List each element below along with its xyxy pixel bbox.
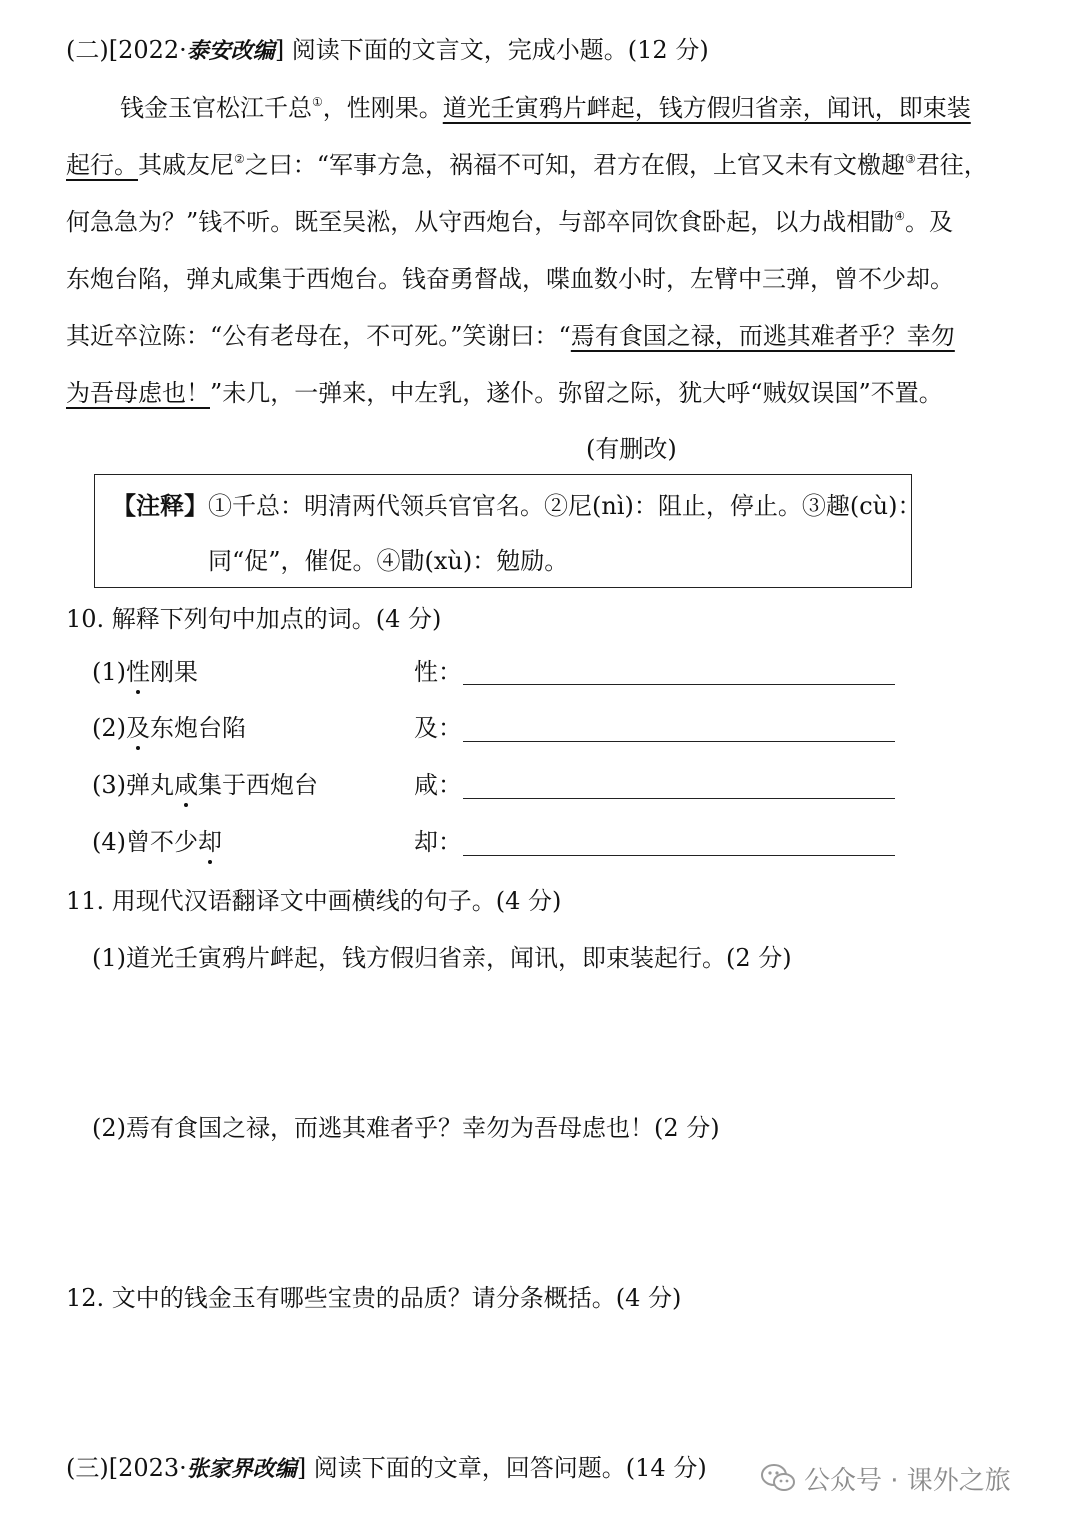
passage-line-3 <box>66 206 953 238</box>
q11-sentence-2: (2)焉有食国之禄，而逃其难者乎？幸勿为吾母虑也！(2 分) <box>92 1114 720 1142</box>
q10-title: 10. 解释下列句中加点的词。(4 分) <box>66 605 442 633</box>
passage-text: 东炮台陷，弹丸咸集于西炮台。钱奋勇督战，喋血数小时，左臂中三弹，曾不少却。 <box>66 265 954 293</box>
item-text: 东炮台陷 <box>150 714 246 742</box>
passage-text: 君往， <box>915 151 988 179</box>
section3-source: 张家界改编 <box>186 1456 297 1482</box>
answer-blank-2[interactable] <box>463 741 895 742</box>
item-text: 刚果 <box>150 658 198 686</box>
passage-text: ”未几，一弹来，中左乳，遂仆。弥留之际，犹大呼“贼奴误国”不置。 <box>210 379 943 407</box>
annotation-text: ①千总：明清两代领兵官官名。②尼(nì)：阻止，停止。③趣(cù)： <box>208 492 922 520</box>
q10-key-1: 性： <box>414 658 462 686</box>
dotted-word: 却 <box>198 828 222 856</box>
item-number: (1) <box>92 658 126 686</box>
annotation-label: 【注释】 <box>112 492 208 520</box>
underlined-sentence-2-end: 为吾母虑也！ <box>66 379 210 407</box>
wechat-icon <box>760 1463 796 1493</box>
passage-text: 。及 <box>905 208 954 236</box>
passage-text: 何急急为？”钱不听。既至吴淞，从守西炮台，与部卒同饮食卧起，以力战相勖 <box>66 208 895 236</box>
passage-text: 钱金玉官松江千总 <box>120 94 312 122</box>
q12-title: 12. 文中的钱金玉有哪些宝贵的品质？请分条概括。(4 分) <box>66 1284 682 1312</box>
item-number: (2) <box>92 714 126 742</box>
annotation-line-1 <box>112 490 921 522</box>
q10-item-1 <box>92 656 198 688</box>
item-text: 弹丸 <box>126 771 174 799</box>
footnote-mark: ② <box>234 152 245 166</box>
item-text: 集于西炮台 <box>198 771 318 799</box>
passage-text: 其戚友尼 <box>138 151 234 179</box>
passage-line-5 <box>66 320 955 352</box>
dotted-word: 性 <box>126 658 150 686</box>
dotted-word: 咸 <box>174 771 198 799</box>
passage-text: 之曰：“军事方急，祸福不可知，君方在假，上官又未有文檄趣 <box>244 151 906 179</box>
answer-blank-4[interactable] <box>463 855 895 856</box>
footnote-mark: ③ <box>905 152 916 166</box>
q10-key-2: 及： <box>414 714 462 742</box>
q10-key-4: 却： <box>414 828 462 856</box>
q10-item-2 <box>92 712 246 744</box>
footnote-mark: ④ <box>894 209 906 223</box>
passage-line-4 <box>66 263 954 295</box>
q10-key-3: 咸： <box>414 771 462 799</box>
watermark <box>760 1458 1060 1498</box>
passage-line-6 <box>66 377 943 409</box>
source-note: (有删改) <box>586 435 677 463</box>
section2-suffix: ] 阅读下面的文言文，完成小题。(12 分) <box>274 36 709 64</box>
q10-item-4 <box>92 826 222 858</box>
section2-header <box>66 34 709 67</box>
watermark-text: 公众号 · 课外之旅 <box>804 1465 1011 1496</box>
underlined-sentence-1: 道光壬寅鸦片衅起，钱方假归省亲，闻讯，即束装 <box>442 94 971 122</box>
passage-text: 其近卒泣陈：“公有老母在，不可死。”笑谢曰：“ <box>66 322 571 350</box>
underlined-sentence-1-end: 起行。 <box>66 151 138 179</box>
underlined-sentence-2: 焉有食国之禄，而逃其难者乎？幸勿 <box>570 322 955 350</box>
section3-suffix: ] 阅读下面的文章，回答问题。(14 分) <box>296 1454 707 1482</box>
q10-item-3 <box>92 769 318 801</box>
answer-blank-1[interactable] <box>463 684 895 685</box>
section3-header <box>66 1452 707 1485</box>
q11-sentence-1: (1)道光壬寅鸦片衅起，钱方假归省亲，闻讯，即束装起行。(2 分) <box>92 944 792 972</box>
section2-source: 泰安改编 <box>186 38 275 64</box>
answer-blank-3[interactable] <box>463 798 895 799</box>
item-text: 曾不少 <box>126 828 198 856</box>
passage-line-2 <box>66 149 988 181</box>
q11-title: 11. 用现代汉语翻译文中画横线的句子。(4 分) <box>66 887 562 915</box>
item-number: (3) <box>92 771 126 799</box>
item-number: (4) <box>92 828 126 856</box>
passage-line-1 <box>120 92 971 124</box>
footnote-mark: ① <box>312 95 323 109</box>
section2-prefix: (二)[2022· <box>66 36 187 64</box>
dotted-word: 及 <box>126 714 150 742</box>
section3-prefix: (三)[2023· <box>66 1454 187 1482</box>
annotation-line-2: 同“促”，催促。④勖(xù)：勉励。 <box>208 547 569 575</box>
passage-text: ，性刚果。 <box>322 94 443 122</box>
